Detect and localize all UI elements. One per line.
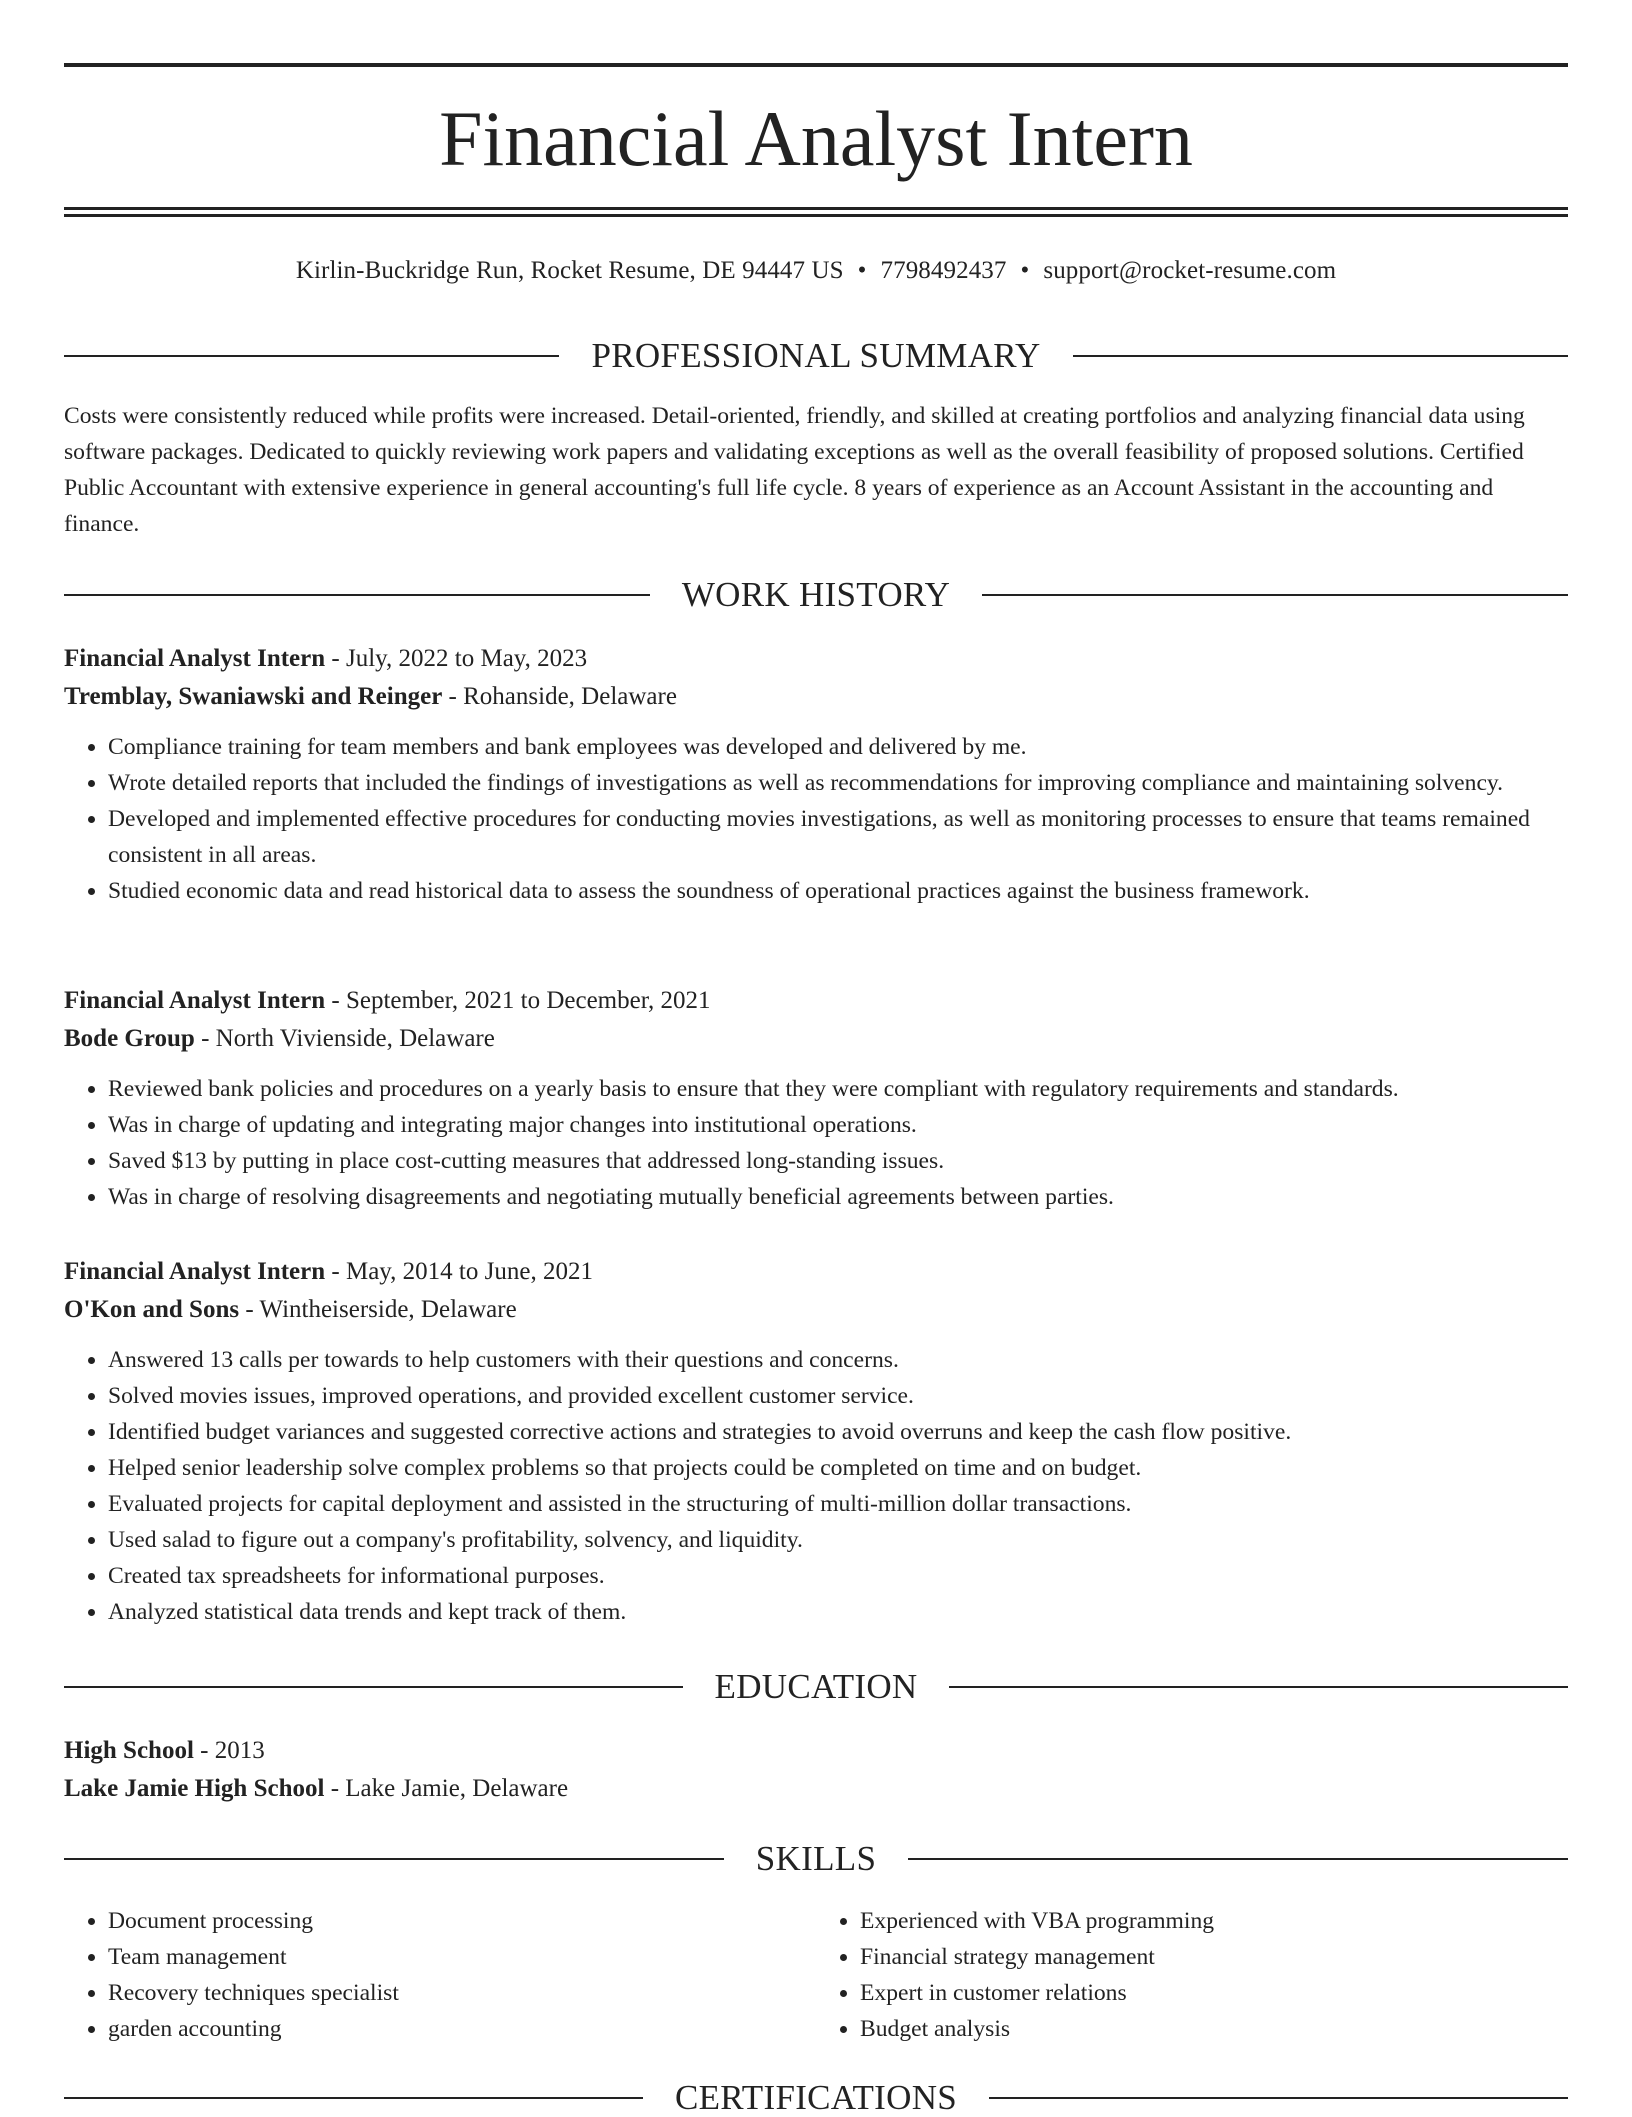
job-entry bbox=[64, 640, 1568, 909]
contact-email[interactable]: support@rocket-resume.com bbox=[1043, 257, 1337, 284]
education-degree: High School bbox=[64, 1737, 194, 1764]
job-title: Financial Analyst Intern bbox=[64, 1258, 326, 1285]
job-company-line bbox=[64, 678, 1568, 716]
section-title: WORK HISTORY bbox=[681, 575, 951, 614]
job-dates: - September, 2021 to December, 2021 bbox=[325, 987, 711, 1014]
heading-rule bbox=[982, 594, 1568, 596]
list-item: • Identified budget variances and suggested corrective actions and strategies to avoid overruns and keep the cash flow positive. bbox=[108, 1414, 1568, 1450]
heading-rule bbox=[908, 1858, 1568, 1860]
skills-column-right bbox=[816, 1903, 1568, 2047]
job-bullets bbox=[64, 1342, 1568, 1630]
header-top-rule bbox=[64, 63, 1568, 67]
list-item: • garden accounting bbox=[108, 2011, 816, 2047]
job-company-line bbox=[64, 1291, 1568, 1329]
heading-rule bbox=[64, 2097, 643, 2099]
heading-rule bbox=[64, 355, 559, 357]
job-title-line bbox=[64, 1253, 1568, 1291]
list-item: • Experienced with VBA programming bbox=[860, 1903, 1568, 1939]
list-item: • Answered 13 calls per towards to help customers with their questions and concerns. bbox=[108, 1342, 1568, 1378]
header-double-rule bbox=[64, 207, 1568, 217]
heading-rule bbox=[64, 1858, 724, 1860]
contact-separator: • bbox=[1020, 257, 1030, 284]
heading-rule bbox=[64, 594, 650, 596]
job-location: - North Vivienside, Delaware bbox=[194, 1025, 495, 1052]
job-location: - Rohanside, Delaware bbox=[442, 683, 677, 710]
list-item: • Team management bbox=[108, 1939, 816, 1975]
certifications-heading bbox=[64, 2080, 1568, 2115]
job-company: Bode Group bbox=[64, 1025, 195, 1052]
list-item: • Financial strategy management bbox=[860, 1939, 1568, 1975]
job-entry bbox=[64, 1253, 1568, 1630]
list-item: • Helped senior leadership solve complex problems so that projects could be completed on time and on budget. bbox=[108, 1450, 1568, 1486]
resume-title: Financial Analyst Intern bbox=[439, 95, 1193, 182]
list-item: • Analyzed statistical data trends and kept track of them. bbox=[108, 1594, 1568, 1630]
heading-rule bbox=[1073, 355, 1568, 357]
list-item: • Expert in customer relations bbox=[860, 1975, 1568, 2011]
list-item: • Studied economic data and read historical data to assess the soundness of operational practices against the business framework. bbox=[108, 873, 1568, 909]
heading-rule bbox=[64, 1686, 683, 1688]
summary-text: Costs were consistently reduced while profits were increased. Detail-oriented, friendly, and skilled at creating portfolios and analyzing financial data using software packages. Dedicated to quickly reviewing work papers and validating exceptions as well as the overall feasibility of proposed solutions. Certified Public Accountant with extensive experience in general accounting's full life cycle. 8 years of experience as an Account Assistant in the accounting and finance. bbox=[64, 403, 1525, 537]
education-school: Lake Jamie High School bbox=[64, 1775, 325, 1802]
list-item: • Was in charge of updating and integrating major changes into institutional operations. bbox=[108, 1107, 1568, 1143]
list-item: • Compliance training for team members and bank employees was developed and delivered by me. bbox=[108, 729, 1568, 765]
education-school-line bbox=[64, 1770, 1568, 1808]
skills-column-left bbox=[64, 1903, 816, 2047]
list-item: • Evaluated projects for capital deployment and assisted in the structuring of multi-million dollar transactions. bbox=[108, 1486, 1568, 1522]
job-bullets bbox=[64, 729, 1568, 909]
contact-address: Kirlin-Buckridge Run, Rocket Resume, DE 94447 US bbox=[295, 257, 844, 284]
summary-heading bbox=[64, 338, 1568, 373]
list-item: • Developed and implemented effective procedures for conducting movies investigations, as well as monitoring processes to ensure that teams remained consistent in all areas. bbox=[108, 801, 1568, 873]
work-history-heading bbox=[64, 577, 1568, 612]
list-item: • Reviewed bank policies and procedures on a yearly basis to ensure that they were compliant with regulatory requirements and standards. bbox=[108, 1071, 1568, 1107]
education-year: - 2013 bbox=[193, 1737, 265, 1764]
job-company: O'Kon and Sons bbox=[64, 1296, 240, 1323]
contact-phone[interactable]: 7798492437 bbox=[880, 257, 1007, 284]
list-item: • Was in charge of resolving disagreements and negotiating mutually beneficial agreements between parties. bbox=[108, 1179, 1568, 1215]
job-company-line bbox=[64, 1020, 1568, 1058]
list-item: • Document processing bbox=[108, 1903, 816, 1939]
list-item: • Solved movies issues, improved operations, and provided excellent customer service. bbox=[108, 1378, 1568, 1414]
education-degree-line bbox=[64, 1732, 1568, 1770]
education-heading bbox=[64, 1669, 1568, 1704]
job-title: Financial Analyst Intern bbox=[64, 645, 326, 672]
section-title: CERTIFICATIONS bbox=[674, 2078, 958, 2117]
list-item: • Created tax spreadsheets for informational purposes. bbox=[108, 1558, 1568, 1594]
job-location: - Wintheiserside, Delaware bbox=[239, 1296, 517, 1323]
job-title-line bbox=[64, 982, 1568, 1020]
section-title: SKILLS bbox=[755, 1839, 877, 1878]
list-item: • Used salad to figure out a company's profitability, solvency, and liquidity. bbox=[108, 1522, 1568, 1558]
job-entry bbox=[64, 982, 1568, 1215]
contact-separator: • bbox=[857, 257, 867, 284]
list-item: • Wrote detailed reports that included the findings of investigations as well as recommendations for improving compliance and maintaining solvency. bbox=[108, 765, 1568, 801]
list-item: • Recovery techniques specialist bbox=[108, 1975, 816, 2011]
skills-list bbox=[64, 1903, 1568, 2047]
job-title: Financial Analyst Intern bbox=[64, 987, 326, 1014]
section-title: PROFESSIONAL SUMMARY bbox=[591, 336, 1041, 375]
education-location: - Lake Jamie, Delaware bbox=[324, 1775, 569, 1802]
list-item: • Budget analysis bbox=[860, 2011, 1568, 2047]
job-dates: - July, 2022 to May, 2023 bbox=[325, 645, 588, 672]
skills-heading bbox=[64, 1841, 1568, 1876]
job-title-line bbox=[64, 640, 1568, 678]
contact-line bbox=[64, 258, 1568, 283]
education-entry bbox=[64, 1732, 1568, 1808]
job-dates: - May, 2014 to June, 2021 bbox=[325, 1258, 593, 1285]
list-item: • Saved $13 by putting in place cost-cutting measures that addressed long-standing issues. bbox=[108, 1143, 1568, 1179]
heading-rule bbox=[949, 1686, 1568, 1688]
job-bullets bbox=[64, 1071, 1568, 1215]
section-title: EDUCATION bbox=[714, 1667, 918, 1706]
job-company: Tremblay, Swaniawski and Reinger bbox=[64, 683, 443, 710]
heading-rule bbox=[989, 2097, 1568, 2099]
